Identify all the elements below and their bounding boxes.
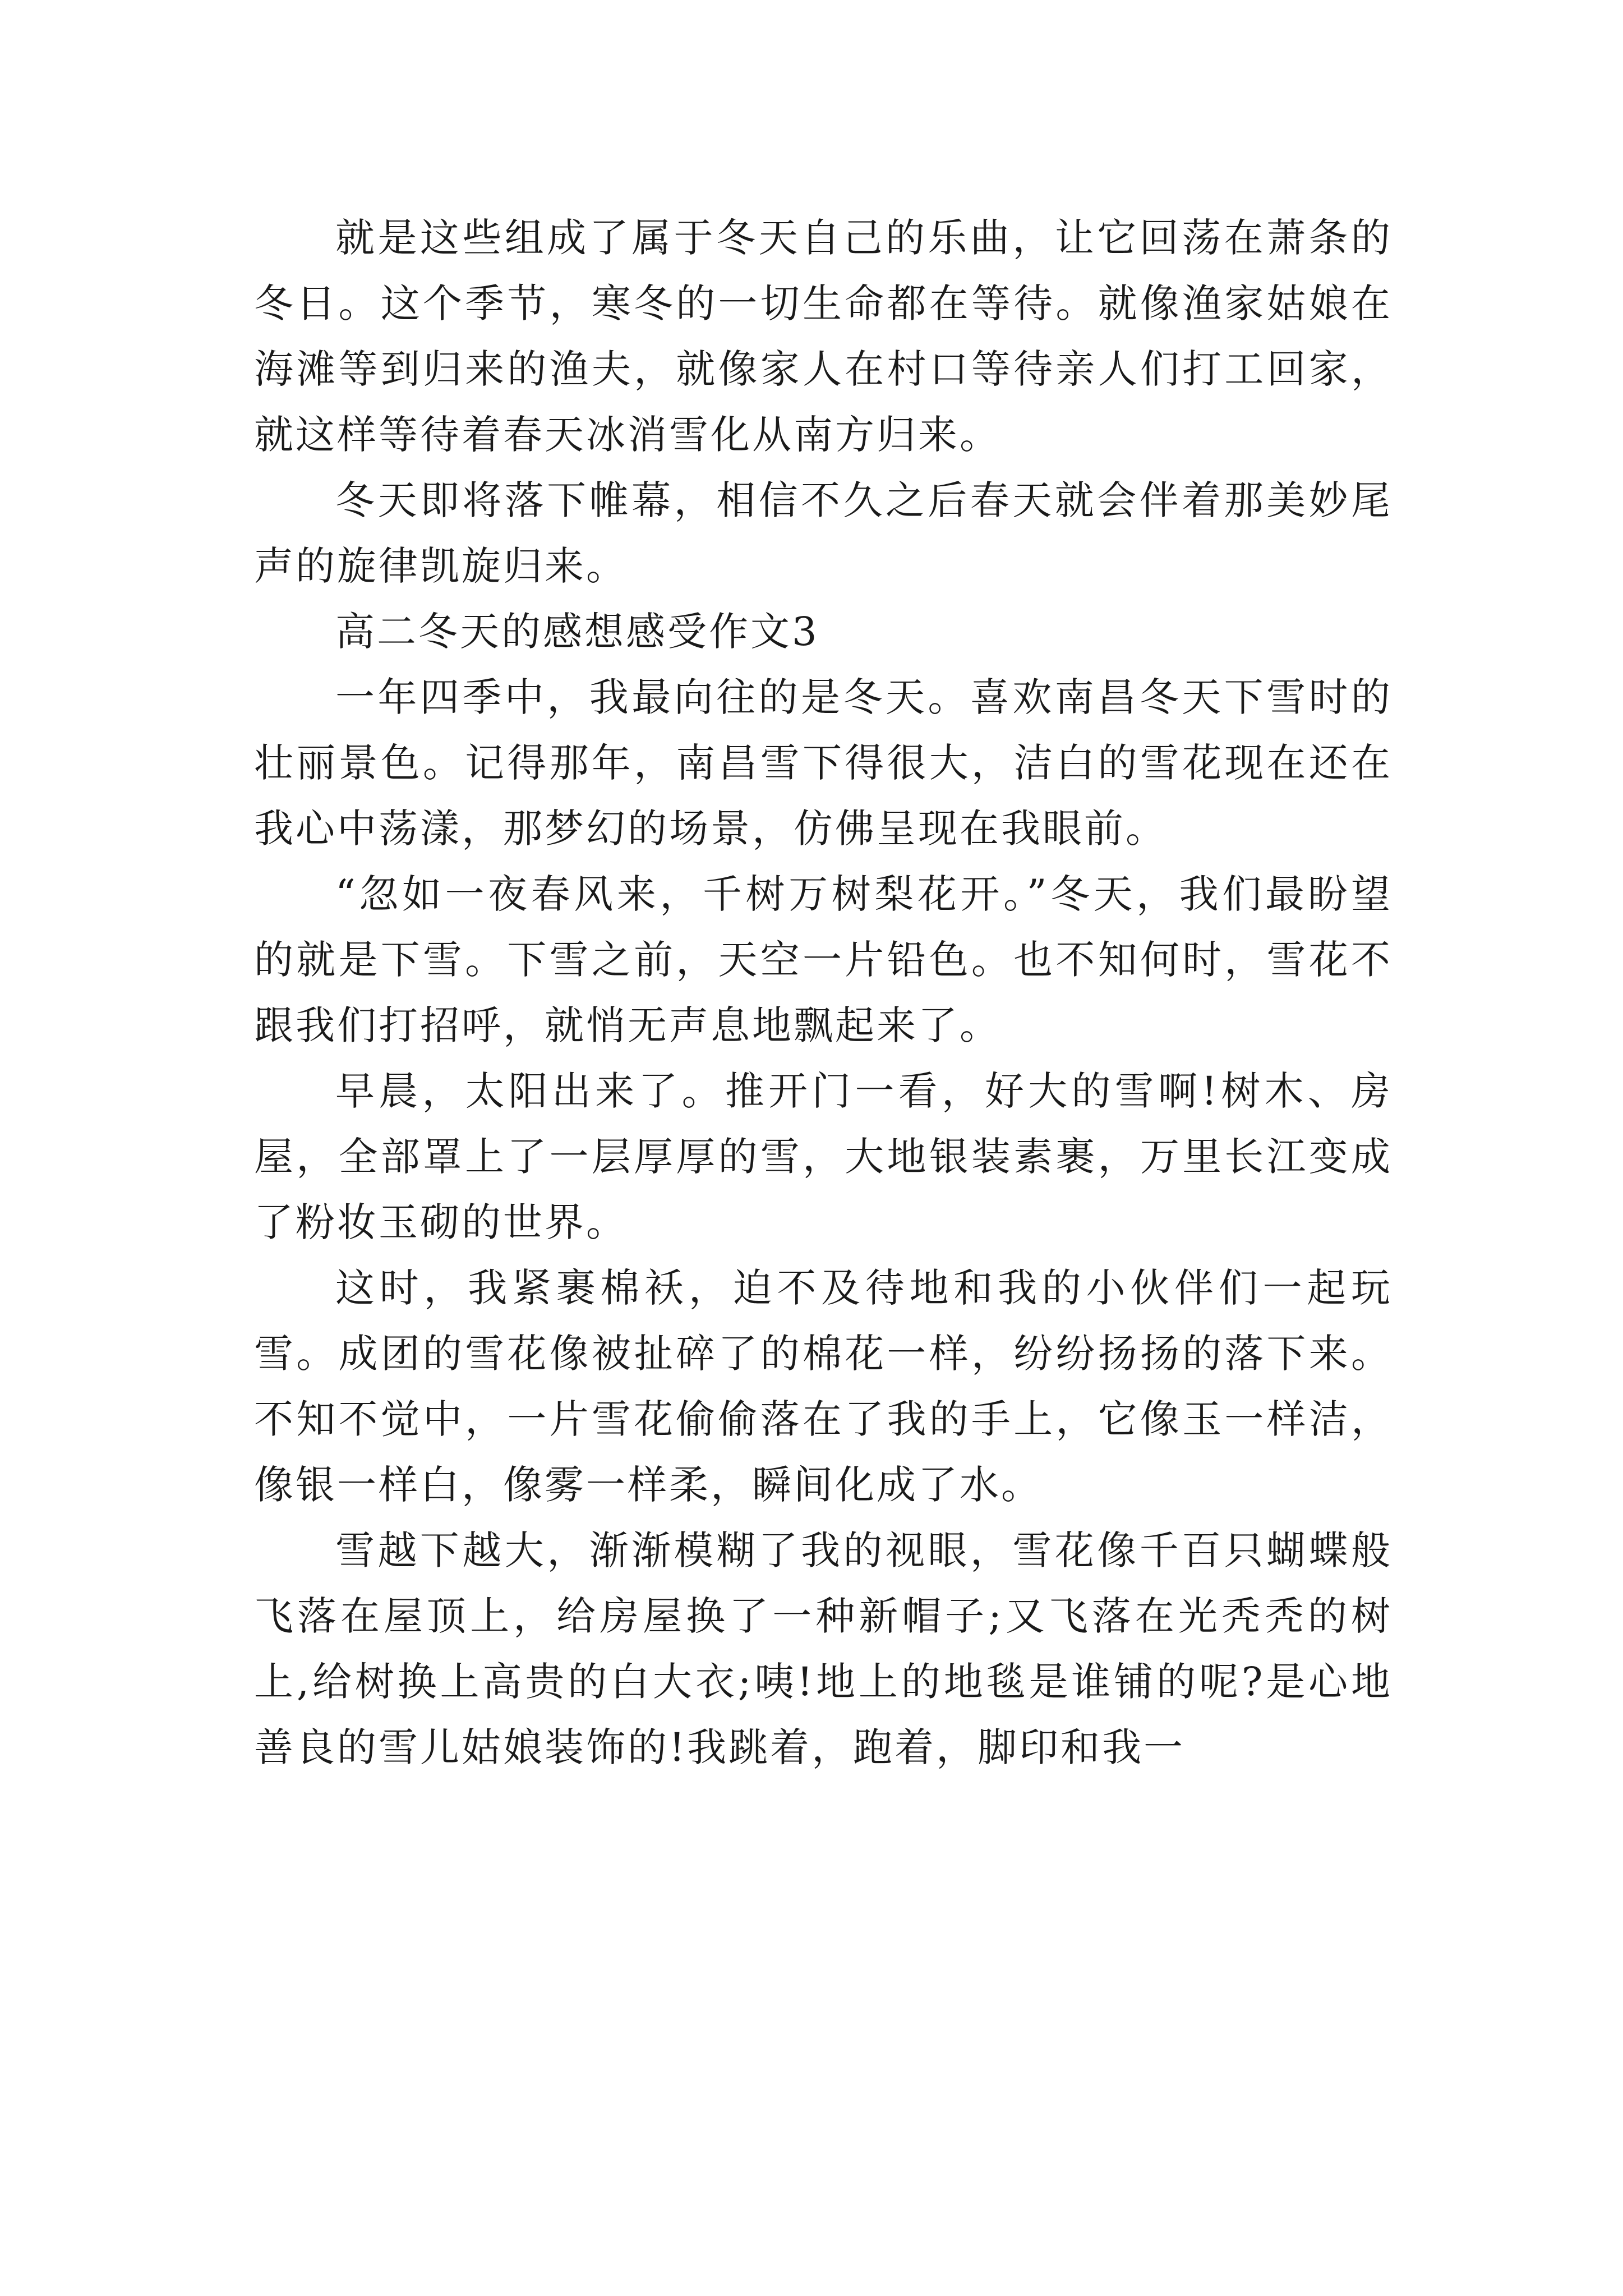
paragraph-3: 一年四季中，我最向往的是冬天。喜欢南昌冬天下雪时的壮丽景色。记得那年，南昌雪下得很大，洁白的雪花现在还在我心中荡漾，那梦幻的场景，仿佛呈现在我眼前。 (254, 674, 1393, 852)
paragraph-1: 就是这些组成了属于冬天自己的乐曲，让它回荡在萧条的冬日。这个季节，寒冬的一切生命都在等待。就像渔家姑娘在海滩等到归来的渔夫，就像家人在村口等待亲人们打工回家，就这样等待着春天冰消雪化从南方归来。 (254, 215, 1393, 458)
document-body (254, 205, 1393, 1780)
paragraph-4: “忽如一夜春风来，千树万树梨花开。”冬天，我们最盼望的就是下雪。下雪之前，天空一片铅色。也不知何时，雪花不跟我们打招呼，就悄无声息地飘起来了。 (254, 871, 1393, 1048)
paragraph-5: 早晨，太阳出来了。推开门一看，好大的雪啊!树木、房屋，全部罩上了一层厚厚的雪，大地银装素裹，万里长江变成了粉妆玉砌的世界。 (254, 1068, 1393, 1245)
paragraph-7: 雪越下越大，渐渐模糊了我的视眼，雪花像千百只蝴蝶般飞落在屋顶上，给房屋换了一种新帽子;又飞落在光秃秃的树上,给树换上高贵的白大衣;咦!地上的地毯是谁铺的呢?是心地善良的雪儿姑娘装饰的!我跳着，跑着，脚印和我一 (254, 1527, 1393, 1770)
paragraph-2: 冬天即将落下帷幕，相信不久之后春天就会伴着那美妙尾声的旋律凯旋归来。 (254, 477, 1393, 589)
paragraph-6: 这时，我紧裹棉袄，迫不及待地和我的小伙伴们一起玩雪。成团的雪花像被扯碎了的棉花一样，纷纷扬扬的落下来。不知不觉中，一片雪花偷偷落在了我的手上，它像玉一样洁，像银一样白，像雾一样柔，瞬间化成了水。 (254, 1265, 1393, 1508)
section-heading: 高二冬天的感想感受作文3 (335, 609, 819, 655)
